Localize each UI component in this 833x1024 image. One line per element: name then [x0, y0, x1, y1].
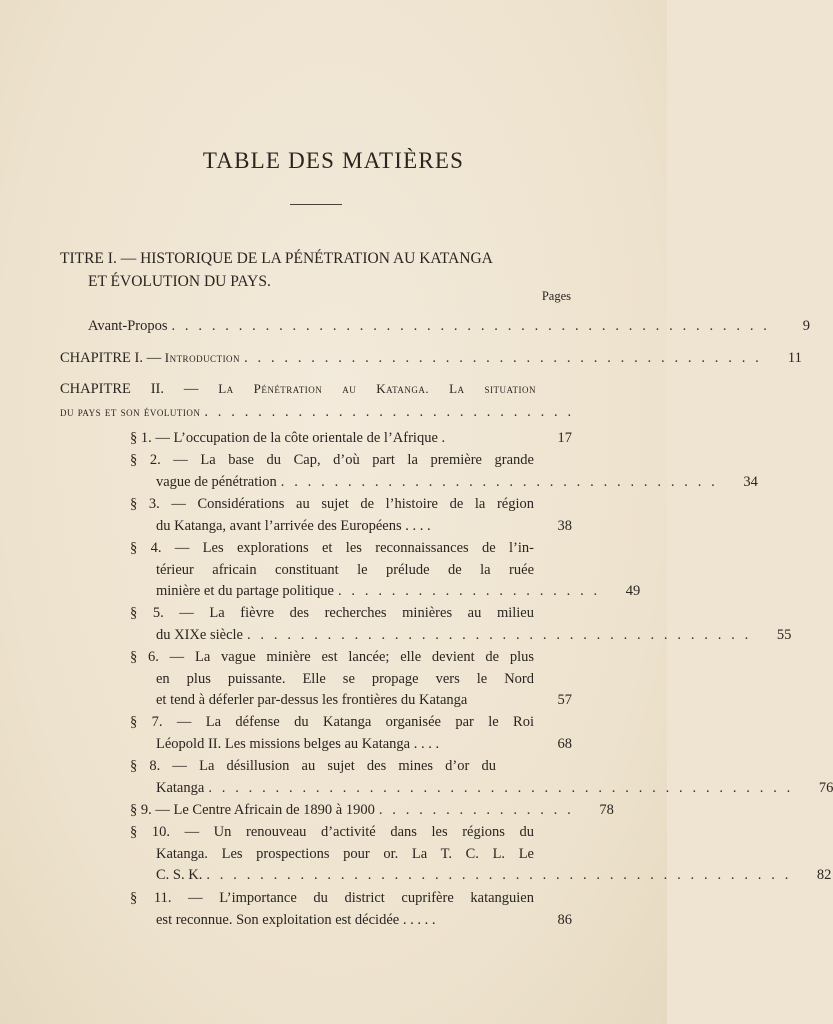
section-text: La fièvre des recherches minières au milieu	[209, 605, 534, 621]
section-number: § 7. —	[130, 714, 206, 730]
leader-dots: . . . . . . . . . . . . . . . . . . . . . . . . . . . . . . . . . . . . . . .	[244, 350, 762, 366]
toc-page-number: 38	[557, 517, 572, 534]
titre-line-1: TITRE I. — HISTORIQUE DE LA PÉNÉTRATION AU KATANGA	[60, 250, 493, 267]
section-text: La vague minière est lancée; elle devient de plus	[194, 649, 535, 665]
chapter-label: CHAPITRE II. —	[60, 381, 219, 397]
leader-dots: . . . . . . . . . . . . . . .	[378, 802, 574, 818]
section-number: § 6. —	[130, 649, 195, 665]
page-title: TABLE DES MATIÈRES	[202, 148, 465, 173]
section-text: du XIXe siècle	[156, 626, 243, 643]
toc-page-number: 78	[599, 802, 614, 818]
section-number: § 9. —	[130, 802, 174, 818]
toc-section-11[interactable]	[130, 888, 572, 931]
section-text: La désillusion au sujet des mines d’or du	[199, 758, 496, 774]
section-text: Un renouveau d’activité dans les régions du	[213, 824, 534, 840]
leader-dots: . . . . . . . . . . . . . . . . . . . . . . . . . . . . . . . . .	[280, 473, 718, 490]
toc-section-5[interactable]	[130, 603, 792, 646]
leader-dots: . . . . . . . . . . . . . . . . . . . .	[337, 583, 601, 599]
toc-section-7[interactable]	[130, 712, 572, 755]
pages-label: Pages	[541, 289, 571, 303]
section-text: Katanga	[156, 779, 205, 796]
section-text: La base du Cap, d’où part la première grande	[200, 452, 534, 468]
section-text: Considérations au sujet de l’histoire de la région	[197, 496, 535, 512]
leader-dots: . . . . . . . . . . . . . . . . . . . . . . . . . . . . . . . . . . . . . . . . . . . .	[208, 779, 794, 796]
leader-dots: . . . . . . . . . . . . . . . . . . . . . . . . . . . . . . . . . . . . . .	[246, 626, 752, 643]
toc-section-3[interactable]	[130, 494, 572, 537]
titre-line-2: ET ÉVOLUTION DU PAYS.	[88, 273, 271, 290]
section-number: § 3. —	[130, 496, 198, 512]
section-text: Katanga. Les prospections pour or. La T. C. L. Le	[156, 845, 534, 862]
section-text: est reconnue. Son exploitation est décidée . . . . .	[156, 911, 436, 928]
section-number: § 1. —	[130, 430, 174, 446]
section-text: Le Centre Africain de 1890 à 1900	[173, 802, 375, 818]
section-text: Les explorations et les reconnaissances de l’in-	[202, 540, 534, 556]
section-text: du Katanga, avant l’arrivée des Européens . . . .	[156, 517, 431, 534]
section-number: § 11. —	[130, 890, 220, 906]
section-text: L’occupation de la côte orientale de l’Afrique .	[173, 430, 446, 446]
section-text: térieur africain constituant le prélude de la ruée	[156, 561, 534, 578]
section-number: § 10. —	[130, 824, 214, 840]
toc-page-number: 68	[557, 735, 572, 752]
toc-section-9[interactable]	[130, 800, 614, 822]
toc-section-8[interactable]	[130, 756, 833, 799]
toc-page-number: 57	[557, 692, 572, 708]
toc-page-number: 86	[557, 911, 572, 928]
toc-section-2[interactable]	[130, 450, 758, 493]
toc-page-number: 17	[557, 430, 572, 446]
chapter-label: CHAPITRE I. —	[60, 350, 165, 366]
titre-heading	[60, 247, 580, 293]
toc-page-number: 49	[625, 583, 641, 599]
toc-section-10[interactable]	[130, 822, 832, 887]
toc-page-number: 76	[818, 779, 833, 796]
section-text: La défense du Katanga organisée par le Roi	[205, 714, 535, 730]
toc-page-number: 55	[776, 626, 792, 643]
toc-page-number: 82	[816, 867, 832, 883]
leader-dots: . . . . . . . . . . . . . . . . . . . . . . . . . . . . . . . . . . . . . . . . . . . .	[206, 867, 792, 883]
section-text: en plus puissante. Elle se propage vers le Nord	[156, 670, 534, 687]
section-text: minière et du partage politique	[156, 583, 334, 599]
section-text: Léopold II. Les missions belges au Katanga . . . .	[156, 735, 440, 752]
chapter-title: La Pénétration au Katanga. La situation	[218, 381, 536, 396]
chapter-title-cont: du pays et son évolution	[60, 403, 201, 419]
section-number: § 8. —	[130, 758, 200, 774]
toc-page-number: 11	[787, 350, 802, 366]
section-text: vague de pénétration	[156, 473, 277, 490]
section-number: § 4. —	[130, 540, 203, 556]
toc-entry-chapitre-1[interactable]	[60, 347, 802, 370]
section-number: § 5. —	[130, 605, 210, 621]
toc-entry-text: Avant-Propos	[88, 318, 168, 334]
toc-page-number: 9	[802, 318, 811, 334]
leader-dots: . . . . . . . . . . . . . . . . . . . . . . . . . . . . . . . . . . . . . . . . . . . . .	[171, 318, 771, 334]
toc-entry-chapitre-2[interactable]	[60, 378, 575, 423]
toc-page-number: 34	[743, 473, 758, 490]
section-text: C. S. K.	[156, 867, 203, 883]
toc-section-4[interactable]	[130, 538, 641, 603]
section-text: et tend à déferler par-dessus les frontières du Katanga	[156, 692, 468, 708]
toc-entry-avant-propos[interactable]	[88, 316, 811, 338]
toc-section-6[interactable]	[130, 647, 572, 712]
toc-section-1[interactable]	[130, 428, 572, 450]
leader-dots: . . . . . . . . . . . . . . . . . . . . . . . . . . . .	[204, 403, 575, 420]
chapter-title: Introduction	[164, 350, 241, 365]
section-text: L’importance du district cuprifère katanguien	[219, 890, 534, 906]
section-number: § 2. —	[130, 452, 201, 468]
title-rule	[290, 204, 342, 205]
